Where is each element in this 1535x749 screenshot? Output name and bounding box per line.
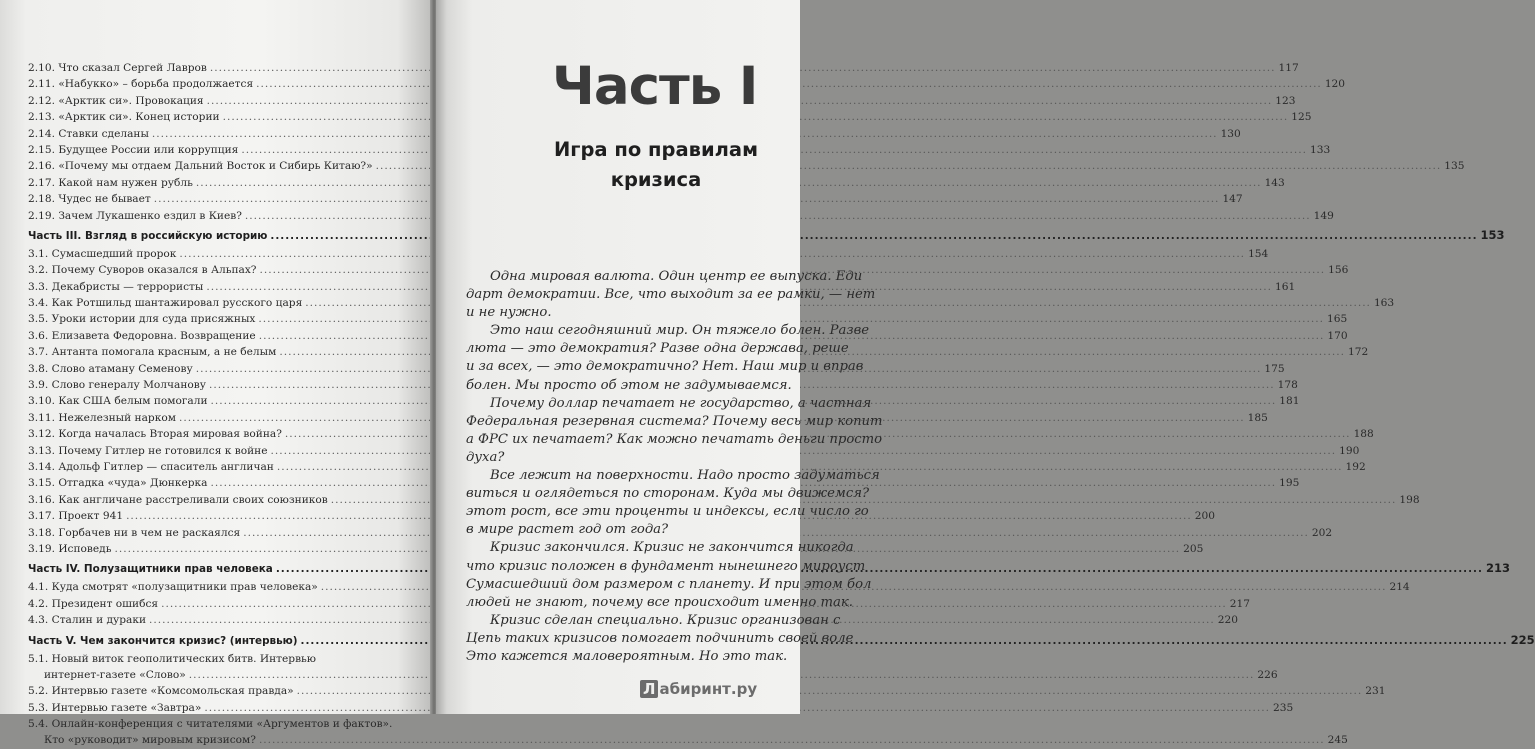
toc-page-number: 202 [1311, 526, 1333, 539]
toc-entry [28, 109, 1312, 125]
toc-page-number: 163 [1373, 297, 1395, 310]
toc-entry-title: 5.1. Новый виток геополитических битв. Интервью [28, 652, 317, 665]
body-text-line: болен. Мы просто об этом не задумываемся. [466, 377, 792, 393]
toc-entry-title: 3.16. Как англичане расстреливали своих союзников [28, 493, 328, 506]
toc-page-number: 198 [1399, 493, 1420, 506]
toc-entry-title: Кто «руководит» мировым кризисом? [44, 734, 256, 747]
toc-page-number: 135 [1444, 160, 1465, 173]
part-subtitle-line: Игра по правилам [553, 138, 759, 161]
toc-entry-title: 4.2. Президент ошибся [28, 597, 159, 610]
toc-entry [28, 700, 1294, 716]
body-text-line: и не нужно. [466, 305, 552, 321]
toc-entry-title: 3.3. Декабристы — террористы [28, 280, 204, 293]
toc-page-number: 123 [1275, 94, 1296, 107]
toc-page-number: 214 [1389, 581, 1410, 594]
toc-entry-title: 2.19. Зачем Лукашенко ездил в Киев? [28, 209, 242, 222]
toc-section [28, 227, 1505, 244]
toc-page-number: 226 [1257, 668, 1278, 681]
toc-page-number: 185 [1247, 411, 1268, 424]
body-text-line: что кризис положен в фундамент нынешнего мироуст [466, 558, 866, 574]
toc-entry-title: 2.18. Чудес не бывает [28, 193, 151, 206]
toc-entry-title: 3.19. Исповедь [28, 542, 112, 555]
toc-entry [28, 667, 1278, 683]
toc-entry-title: 2.13. «Арктик си». Конец истории [28, 111, 220, 124]
toc-page-number: 147 [1222, 193, 1243, 206]
body-text-line: Одна мировая валюта. Один центр ее выпуска. Еди [490, 269, 863, 284]
toc-page-number: 220 [1217, 614, 1238, 627]
toc-page-number: 213 [1485, 561, 1510, 576]
body-text-line: Сумасшедший дом размером с планету. И при этом бол [466, 576, 872, 592]
body-text-line: и за всех, — это демократично? Нет. Наш мир и вправ [466, 359, 864, 375]
toc-entry [28, 191, 1243, 207]
toc-page-number: 125 [1291, 111, 1312, 124]
toc-page-number: 235 [1273, 701, 1294, 714]
toc-entry-title: 3.9. Слово генералу Молчанову [28, 379, 206, 392]
toc-entry-title: Часть III. Взгляд в российскую историю [28, 229, 268, 242]
toc-entry-title: Часть V. Чем закончится кризис? (интервью) [28, 634, 298, 647]
toc-page-number: 133 [1310, 143, 1331, 156]
toc-entry-title: 3.5. Уроки истории для суда присяжных [28, 313, 256, 326]
toc-entry [28, 208, 1334, 224]
toc-entry [28, 76, 1346, 92]
toc-entry [28, 732, 1348, 748]
toc-page-number: 170 [1327, 329, 1348, 342]
toc-entry-title: 3.14. Адольф Гитлер — спаситель англичан [28, 460, 274, 473]
toc-entry-title: 2.10. Что сказал Сергей Лавров [28, 62, 207, 74]
toc-page-number: 217 [1229, 597, 1250, 610]
toc-page-number: 172 [1348, 346, 1369, 359]
toc-entry-title: Часть IV. Полузащитники прав человека [28, 563, 273, 576]
part-subtitle [536, 135, 776, 195]
watermark-logo-letter: Л [640, 680, 658, 698]
toc-page-number: 117 [1278, 62, 1299, 74]
toc-page-number: 225 [1510, 632, 1535, 647]
toc-entry-title: 3.1. Сумасшедший пророк [28, 247, 177, 260]
toc-page-number: 231 [1365, 685, 1386, 698]
toc-entry-title: 3.15. Отгадка «чуда» Дюнкерка [28, 477, 208, 490]
toc-page-number: 156 [1328, 264, 1349, 277]
body-text [466, 268, 883, 666]
toc-entry [28, 93, 1296, 109]
toc-entry [28, 126, 1241, 142]
toc-entry-title: 5.2. Интервью газете «Комсомольская правда» [28, 685, 294, 698]
toc-page-number: 188 [1353, 428, 1374, 441]
toc-entry-title: 3.4. Как Ротшильд шантажировал русского царя [28, 297, 303, 310]
toc-page-number: 200 [1194, 510, 1215, 523]
toc-page-number: 192 [1345, 460, 1366, 473]
toc-entry [28, 716, 426, 732]
toc-entry-title: 4.1. Куда смотрят «полузащитники прав человека» [28, 581, 318, 594]
toc-page-number: 130 [1220, 127, 1241, 140]
toc-entry-title: интернет-газете «Слово» [44, 668, 186, 681]
toc-page-number: 205 [1183, 542, 1204, 555]
toc-page-number: 149 [1313, 209, 1334, 222]
toc-entry-title: 3.7. Антанта помогала красным, а не белым [28, 346, 277, 359]
part-subtitle-line: кризиса [610, 168, 702, 191]
body-text-line: дарт демократии. Все, что выходит за ее рамки, — нет [466, 287, 876, 303]
toc-entry-title: 4.3. Сталин и дураки [28, 614, 147, 627]
watermark-text: абиринт.ру [659, 680, 758, 698]
toc-page-number: 175 [1264, 362, 1285, 375]
toc-page-number: 120 [1324, 78, 1346, 91]
toc-entry-title: 2.16. «Почему мы отдаем Дальний Восток и Сибирь Китаю?» [28, 160, 373, 173]
body-text-line: духа? [466, 449, 505, 465]
body-text-line: Цепь таких кризисов помогает подчинить своей воле [466, 630, 854, 646]
body-text-line: Это наш сегодняшний мир. Он тяжело болен. Разве [490, 323, 870, 339]
toc-entry-title: 3.17. Проект 941 [28, 510, 124, 523]
toc-entry-title: 3.18. Горбачев ни в чем не раскаялся [28, 526, 241, 539]
body-text-line: Почему доллар печатает не государство, а частная [490, 395, 872, 411]
toc-page-number: 181 [1279, 395, 1300, 408]
toc-entry [28, 158, 1465, 174]
toc-page-number: 245 [1327, 734, 1348, 747]
body-text-line: Все лежит на поверхности. Надо просто задуматься [490, 468, 880, 484]
toc-entry-title: 3.13. Почему Гитлер не готовился к войне [28, 444, 268, 457]
toc-entry-title: 2.14. Ставки сделаны [28, 127, 149, 140]
toc-entry-title: 3.10. Как США белым помогали [28, 395, 208, 408]
toc-page-number: 190 [1339, 444, 1360, 457]
body-text-line: а ФРС их печатает? Как можно печатать деньги просто [466, 431, 883, 447]
toc-page-number: 154 [1248, 247, 1269, 260]
body-text-line: Это кажется маловероятным. Но это так. [466, 648, 788, 664]
toc-page-number: 161 [1275, 280, 1296, 293]
toc-entry-title: 3.2. Почему Суворов оказался в Альпах? [28, 264, 257, 277]
toc-entry-title: 2.12. «Арктик си». Провокация [28, 94, 204, 107]
toc-entry-title: 5.3. Интервью газете «Завтра» [28, 701, 202, 714]
toc-entry-title: 3.11. Нежелезный нарком [28, 411, 176, 424]
body-text-line: Федеральная резервная система? Почему весь мир копит [466, 413, 883, 429]
toc-page-number: 195 [1279, 477, 1300, 490]
toc-entry [28, 459, 1366, 475]
body-text-line: людей не знают, почему все происходит именно так. [466, 594, 853, 610]
right-page [436, 0, 883, 714]
toc-page-number: 143 [1264, 176, 1285, 189]
toc-entry [28, 651, 426, 667]
toc-entry-title: 2.15. Будущее России или коррупция [28, 143, 239, 156]
toc-leader-dots [259, 732, 1325, 748]
toc-entry-title: 5.4. Онлайн-конференция с читателями «Аргументов и фактов». [28, 718, 393, 731]
toc-entry-title: 3.6. Елизавета Федоровна. Возвращение [28, 329, 256, 342]
toc-page-number: 153 [1480, 227, 1505, 242]
body-text-line: виться и оглядеться по сторонам. Куда мы движемся? [466, 486, 870, 502]
toc-entry-title: 3.8. Слово атаману Семенову [28, 362, 193, 375]
toc-entry-title: 3.12. Когда началась Вторая мировая война? [28, 428, 282, 441]
toc-entry-title: 2.17. Какой нам нужен рубль [28, 176, 193, 189]
toc-entry-title: 2.11. «Набукко» – борьба продолжается [28, 78, 254, 91]
body-text-line: Кризис сделан специально. Кризис организован с [490, 612, 841, 628]
toc-page-number: 165 [1327, 313, 1348, 326]
toc-entry [28, 60, 1299, 76]
body-text-line: люта — это демократия? Разве одна держава, реше [466, 341, 849, 357]
body-text-line: этот рост, все эти проценты и индексы, если число го [466, 504, 869, 520]
part-title: Часть I [552, 56, 758, 117]
toc-entry [28, 246, 1269, 262]
toc-page-number: 178 [1277, 379, 1298, 392]
body-text-line: Кризис закончился. Кризис не закончится никогда [490, 540, 854, 556]
labirint-watermark [640, 680, 757, 698]
body-text-line: в мире растет год от года? [466, 522, 669, 538]
